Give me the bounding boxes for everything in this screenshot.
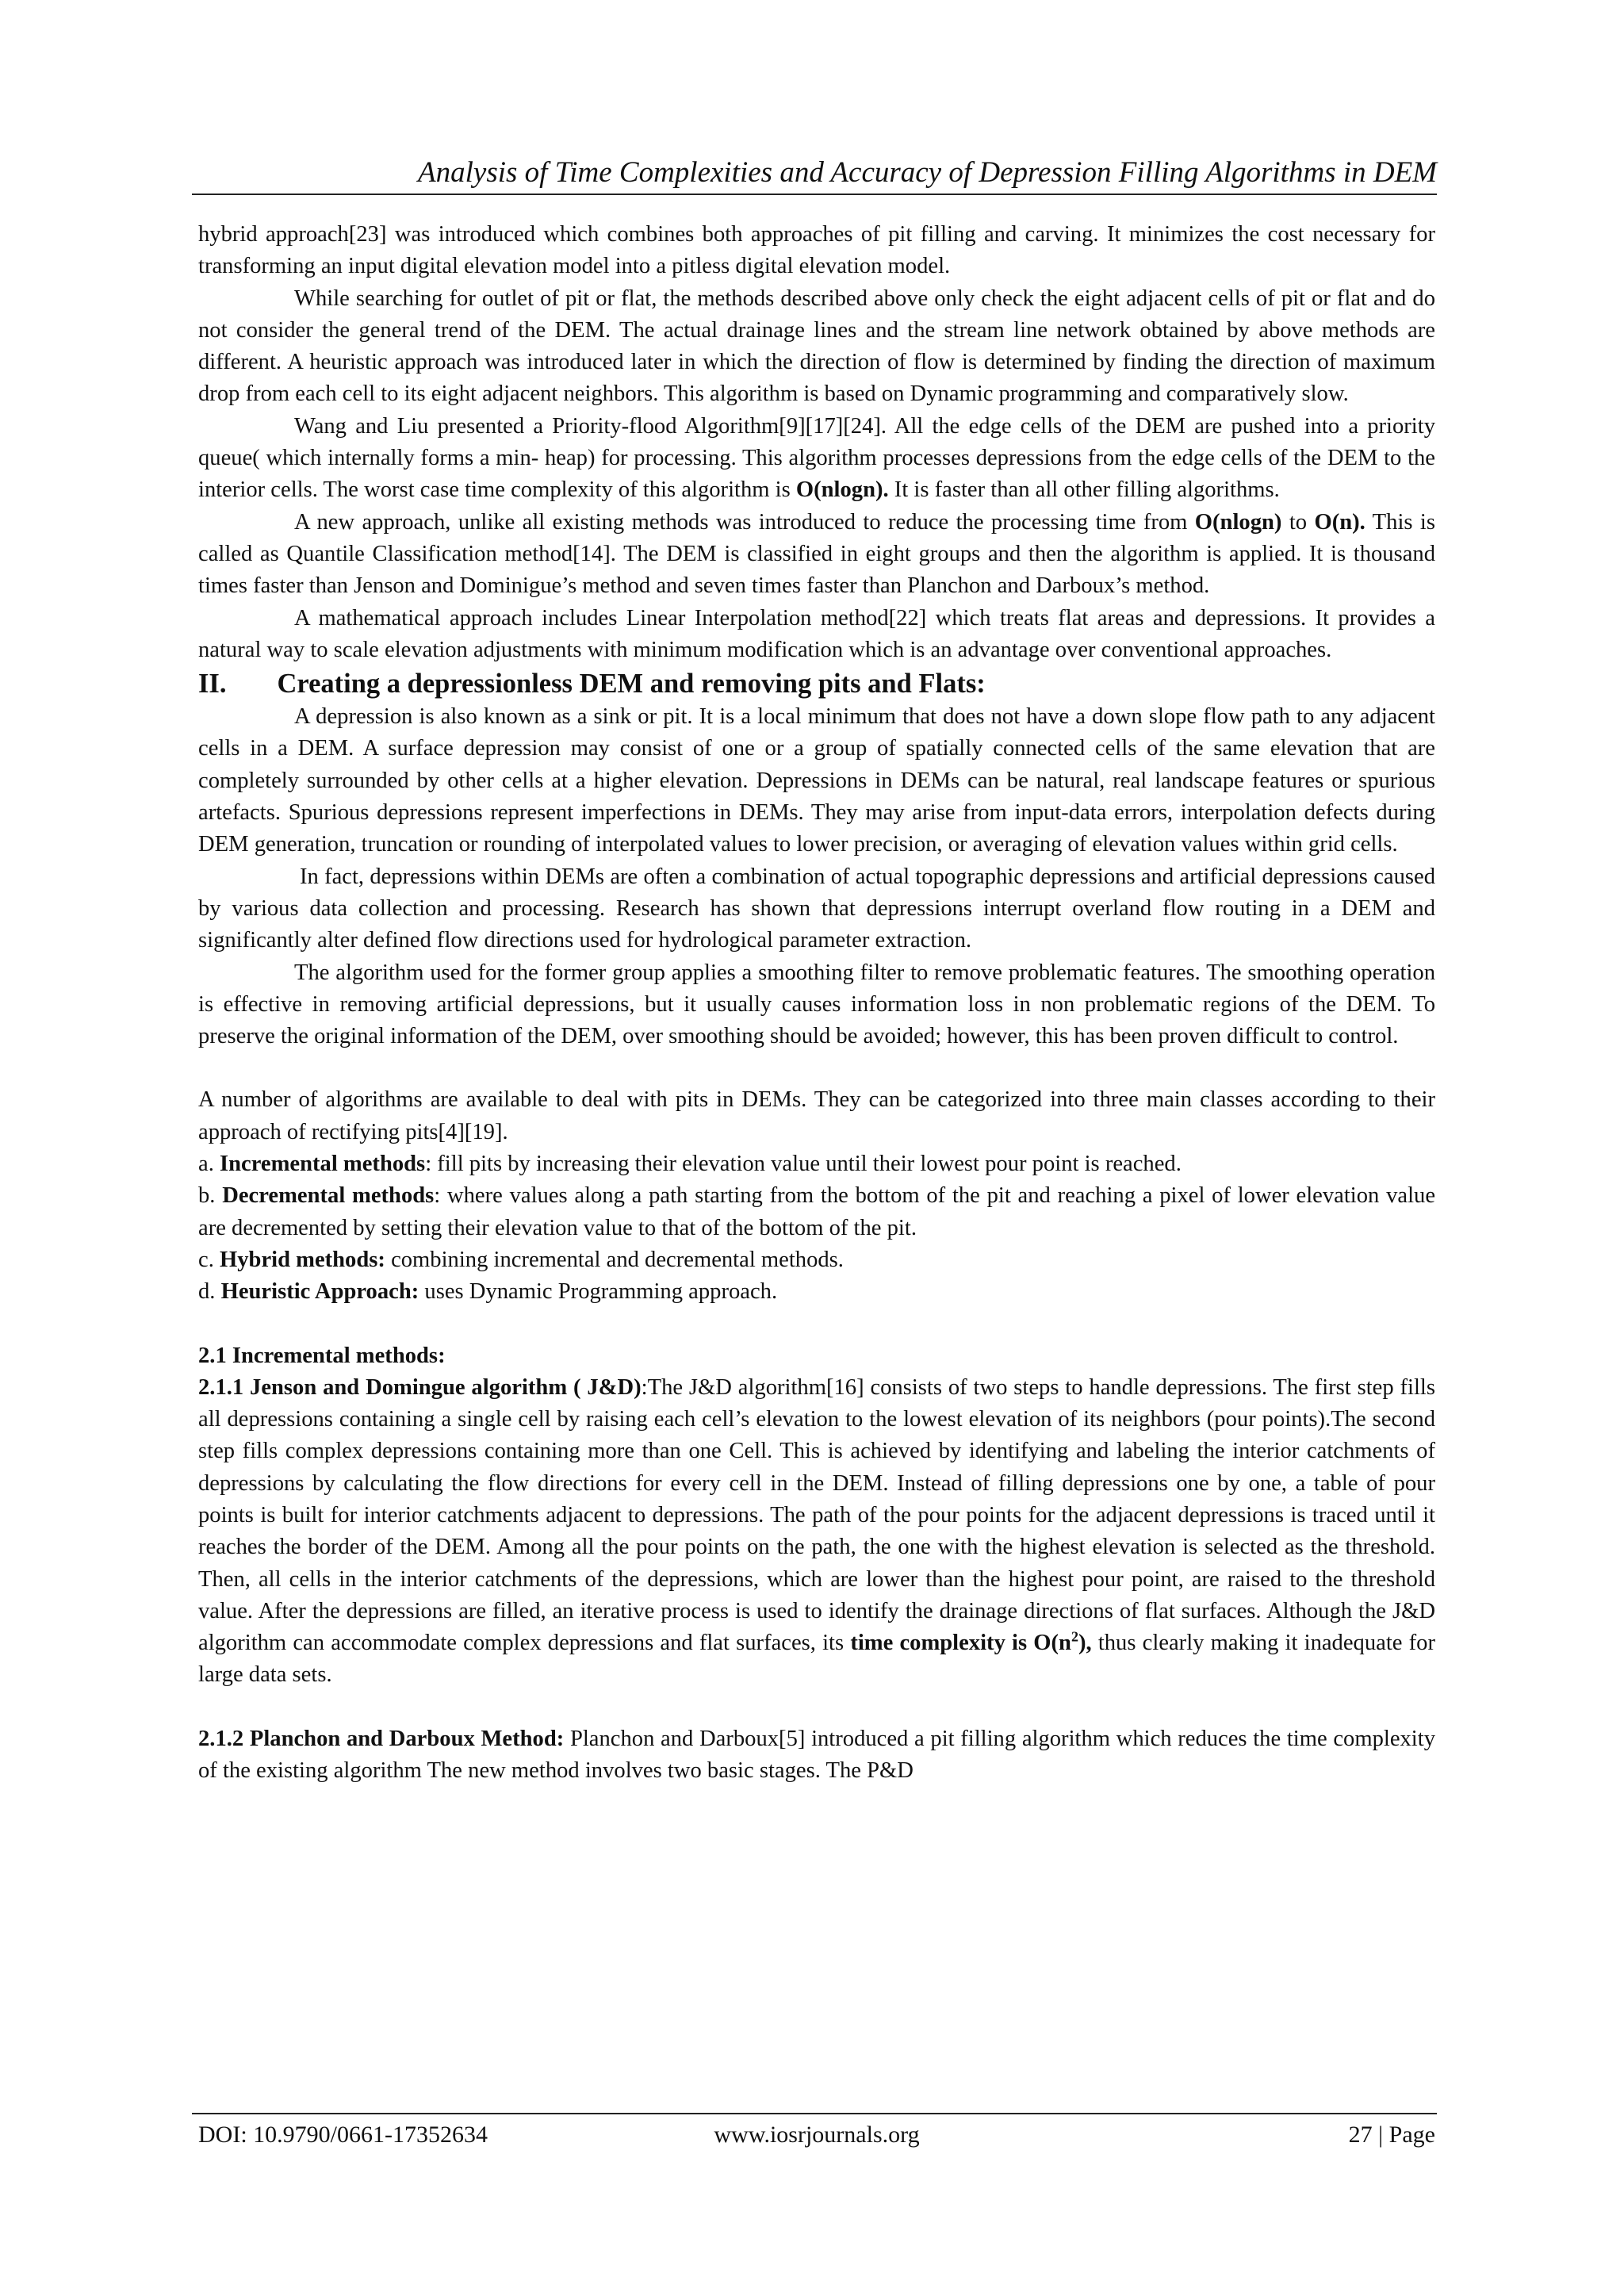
paragraph: A number of algorithms are available to deal with pits in DEMs. They can be categorized into three main classes according to their approach of rectifying pits[4][19]. — [198, 1087, 1435, 1144]
section-heading — [198, 666, 1435, 701]
paragraph: hybrid approach[23] was introduced which combines both approaches of pit filling and carving. It minimizes the cost necessary for transforming an input digital elevation model into a pitless digital elevation model. — [198, 222, 1435, 279]
section-title: Creating a depressionless DEM and removing pits and Flats: — [277, 669, 986, 700]
header-rule — [192, 194, 1437, 195]
footer-rule — [192, 2113, 1437, 2114]
section-number: II. — [198, 669, 227, 700]
paragraph: 2.1.1 Jenson and Domingue algorithm ( J&D):The J&D algorithm[16] consists of two steps to handle depressions. The first step fills all depressions containing a single cell by raising each cell’s elevation to the lowest elevation of its neighbors (pour points).The second step fills complex depressions containing more than one Cell. This is achieved by identifying and labeling the interior catchments of depressions by calculating the flow directions for every cell in the DEM. Instead of filling depressions one by one, a table of pour points is built for interior catchments adjacent to depressions. The path of the pour points for the adjacent depressions is traced until it reaches the border of the DEM. Among all the pour points on the path, the one with the highest elevation is selected as the threshold. Then, all cells in the interior catchments of the depressions, which are lower than the highest pour point, are raised to the threshold value. After the depressions are filled, an iterative process is used to identify the drainage directions of flat surfaces. Although the J&D algorithm can accommodate complex depressions and flat surfaces, its time complexity is $O(n^2)$, thus clearly making it inadequate for large data sets. — [198, 1374, 1435, 1688]
page-footer — [198, 2119, 1435, 2151]
footer-website: www.iosrjournals.org — [714, 2122, 920, 2148]
paragraph: A mathematical approach includes Linear Interpolation method[22] which treats flat areas and depressions. It provides a natural way to scale elevation adjustments with minimum modification which is an advantage over conventional approaches. — [198, 605, 1435, 662]
footer-page-number: 27 | Page — [1348, 2122, 1435, 2148]
paragraph: A new approach, unlike all existing methods was introduced to reduce the processing time from O(nlogn) to O(n). This is called as Quantile Classification method[14]. The DEM is classified in eight groups and then the algorithm is applied. It is thousand times faster than Jenson and Dominigue’s method and seven times faster than Planchon and Darboux’s method. — [198, 509, 1435, 599]
list-item: d. Heuristic Approach: uses Dynamic Programming approach. — [198, 1279, 778, 1305]
running-title: Analysis of Time Complexities and Accuracy of Depression Filling Algorithms in DEM — [418, 156, 1437, 189]
list-item: c. Hybrid methods: combining incremental and decremental methods. — [198, 1247, 844, 1272]
paragraph: A depression is also known as a sink or pit. It is a local minimum that does not have a down slope flow path to any adjacent cells in a DEM. A surface depression may consist of one or a group of spatially connected cells of the same elevation that are completely surrounded by other cells at a higher elevation. Depressions in DEMs can be natural, real landscape features or spurious artefacts. Spurious depressions represent imperfections in DEMs. They may arise from input-data errors, interpolation defects during DEM generation, truncation or rounding of interpolated values to lower precision, or averaging of elevation values within grid cells. — [198, 704, 1435, 857]
footer-doi: DOI: 10.9790/0661-17352634 — [198, 2122, 488, 2148]
paragraph: 2.1.2 Planchon and Darboux Method: Planchon and Darboux[5] introduced a pit filling algorithm which reduces the time complexity of the existing algorithm The new method involves two basic stages. The P&D — [198, 1726, 1435, 1784]
list-item: a. Incremental methods: fill pits by increasing their elevation value until their lowest pour point is reached. — [198, 1152, 1182, 1177]
list-item: b. Decremental methods: where values along a path starting from the bottom of the pit and reaching a pixel of lower elevation value are decremented by setting their elevation value to that of the bottom of the pit. — [198, 1183, 1436, 1240]
paragraph: In fact, depressions within DEMs are often a combination of actual topographic depressions and artificial depressions caused by various data collection and processing. Research has shown that depressions interrupt overland flow routing in a DEM and significantly alter defined flow directions used for hydrological parameter extraction. — [198, 864, 1435, 953]
paragraph: While searching for outlet of pit or flat, the methods described above only check the eight adjacent cells of pit or flat and do not consider the general trend of the DEM. The actual drainage lines and the stream line network obtained by above methods are different. A heuristic approach was introduced later in which the direction of flow is determined by finding the direction of maximum drop from each cell to its eight adjacent neighbors. This algorithm is based on Dynamic programming and comparatively slow. — [198, 286, 1435, 407]
paragraph: Wang and Liu presented a Priority-flood Algorithm[9][17][24]. All the edge cells of the DEM are pushed into a priority queue( which internally forms a min- heap) for processing. This algorithm processes depressions from the edge cells of the DEM to the interior cells. The worst case time complexity of this algorithm is O(nlogn). It is faster than all other filling algorithms. — [198, 413, 1435, 503]
body-text — [198, 219, 1435, 1787]
subsection-heading: 2.1 Incremental methods: — [198, 1343, 446, 1368]
paragraph: The algorithm used for the former group applies a smoothing filter to remove problematic features. The smoothing operation is effective in removing artificial depressions, but it usually causes information loss in non problematic regions of the DEM. To preserve the original information of the DEM, over smoothing should be avoided; however, this has been proven difficult to control. — [198, 960, 1435, 1049]
